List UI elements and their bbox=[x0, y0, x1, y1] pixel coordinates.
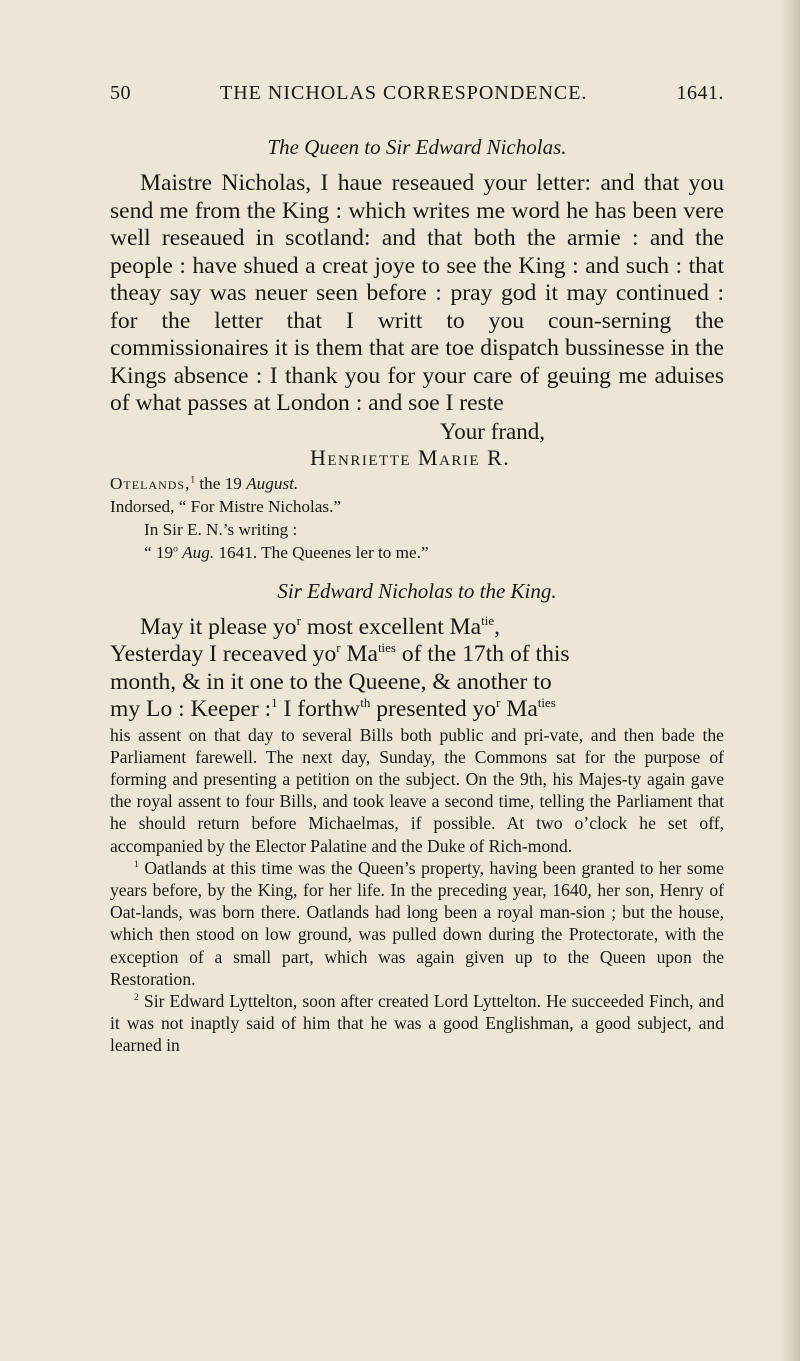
footnote-ref-1: 1 bbox=[271, 695, 278, 711]
superscript-r: r bbox=[296, 612, 301, 628]
superscript-ties: ties bbox=[377, 640, 396, 656]
letter-1-indorsement: Indorsed, “ For Mistre Nicholas.” bbox=[110, 496, 342, 516]
letter-2-text: Ma bbox=[340, 641, 378, 667]
footnote-marker: 1 bbox=[134, 858, 139, 870]
letter-1-signature: Henriette Marie R. bbox=[310, 444, 511, 470]
note-rest: 1641. The Queenes ler to me.” bbox=[214, 542, 429, 562]
letter-2-text: I forthw bbox=[277, 696, 361, 722]
running-head-year: 1641. bbox=[676, 82, 724, 104]
superscript-th: th bbox=[360, 695, 371, 711]
letter-1-writing-note: In Sir E. N.’s writing : bbox=[144, 519, 298, 539]
letter-1-body: Maistre Nicholas, I haue reseaued your letter: and that you send me from the King : which writes me word he has been vere well reseaued in scotland: and that both the armie : and the people : have shued a creat joye to see the King : and such : that theay say was neuer seen before : pray god it may continued : for the letter that I writt to you coun-serning the commissionaires it is them that are toe dispatch bussinesse in the Kings absence : I thank you for your care of geuing me aduises of what passes at London : and soe I reste bbox=[110, 170, 724, 416]
letter-2-text: my Lo : Keeper : bbox=[110, 696, 272, 722]
running-head-title: THE NICHOLAS CORRESPONDENCE. bbox=[220, 82, 588, 104]
footnote-text: Sir Edward Lyttelton, soon after created Lord Lyttelton. He succeeded Finch, and it was not inaptly said of him that he was a good Englishman, a good subject, and learned in bbox=[110, 990, 724, 1056]
letter-2-text: presented yo bbox=[370, 696, 497, 722]
letter-2-text: month, & in it one to the Queene, & another to bbox=[110, 668, 552, 695]
footnote-1 bbox=[110, 857, 724, 990]
footnote-text: Oatlands at this time was the Queen’s property, having been granted to her some years before, by the King, for her life. In the preceding year, 1640, her son, Henry of Oat-lands, was born there. Oatlands had long been a royal man-sion ; but the house, which then stood on low ground, was pulled down during the Protectorate, with the exception of a small part, which was again given up to the Queen upon the Restoration. bbox=[110, 857, 724, 989]
letter-2-text: Ma bbox=[500, 696, 538, 722]
page-number: 50 bbox=[110, 82, 131, 104]
note-ordinal: o bbox=[173, 543, 178, 554]
letter-2-text: , bbox=[494, 613, 500, 640]
letter-1-title: The Queen to Sir Edward Nicholas. bbox=[267, 135, 567, 159]
footnote-2 bbox=[110, 990, 724, 1057]
place-name: Otelands, bbox=[110, 473, 191, 493]
note-month: Aug. bbox=[182, 542, 215, 562]
letter-2-text: May it please yo bbox=[140, 613, 297, 640]
letter-2-text: most excellent Ma bbox=[300, 613, 482, 640]
date-prefix: the 19 bbox=[195, 473, 247, 493]
date-month: August. bbox=[246, 473, 299, 493]
letter-2-title: Sir Edward Nicholas to the King. bbox=[277, 578, 557, 603]
superscript-ties: ties bbox=[537, 695, 556, 711]
letter-2-text: Yesterday I receaved yo bbox=[110, 641, 337, 667]
footnote-ref-1: 1 bbox=[190, 474, 196, 485]
superscript-r: r bbox=[336, 640, 341, 656]
page-edge-shadow bbox=[782, 0, 800, 1361]
letter-1-place-date bbox=[110, 473, 724, 494]
letter-1-signoff: Your frand, bbox=[440, 418, 545, 444]
footnote-marker: 2 bbox=[134, 992, 139, 1004]
letter-1-queen-note bbox=[110, 542, 724, 563]
letter-2-text: of the 17th of this bbox=[395, 641, 570, 667]
continuation-paragraph: his assent on that day to several Bills both public and pri-vate, and then bade the Parliament farewell. The next day, Sunday, the Commons sat for the purpose of forming and presenting a petition on the subject. On the 9th, his Majes-ty again gave the royal assent to four Bills, and took leave a second time, telling the Parliament that he should return before Michaelmas, if possible. At two o’clock he set off, accompanied by the Elector Palatine and the Duke of Rich-mond. bbox=[110, 724, 724, 856]
running-head bbox=[110, 82, 724, 105]
note-open: “ 19 bbox=[144, 542, 174, 562]
superscript-r: r bbox=[496, 695, 501, 711]
superscript-tie: tie bbox=[481, 612, 495, 628]
letter-2-body bbox=[110, 614, 724, 724]
